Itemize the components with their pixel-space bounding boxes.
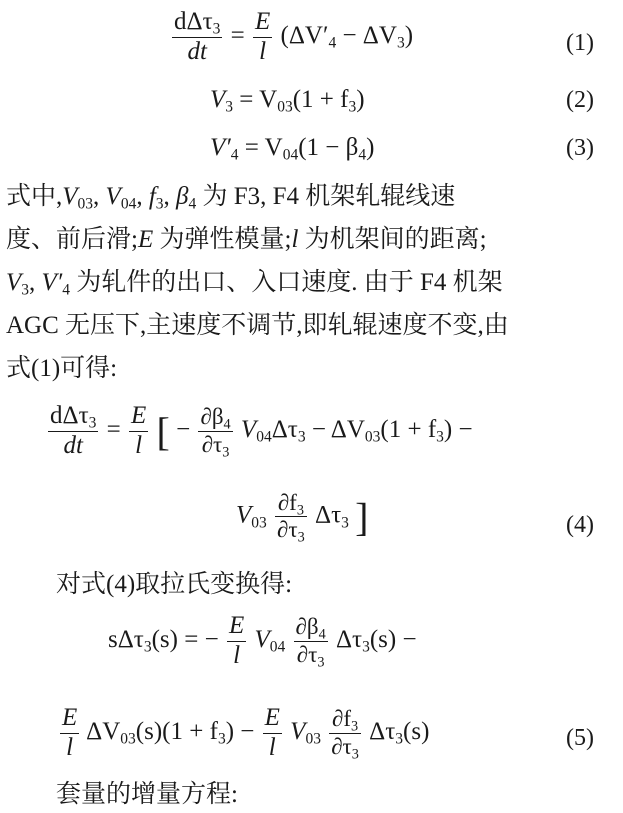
equation-4-line-1: $\frac{d\Delta\tau_3}{dt}$ = $\frac{E}{l}$ [ − $\frac{\partial\beta_4}{\partial\tau_3}$ $V_{04}\Delta\tau_3 - \Delta V_{03}(1 + f_3)$ − <box>50 402 473 461</box>
equation-1: $\frac{d\Delta\tau_3}{dt}$ = $\frac{E}{l}$ $(\Delta V'_4 - \Delta V_3)$ <box>174 8 414 65</box>
eq4-lhs-fraction: $\frac{d\Delta\tau_3}{dt}$ <box>50 402 97 459</box>
equation-3: $V'_4 = V_{04}(1 - \beta_4)$ <box>210 134 375 164</box>
equation-5-line-2: $\frac{E}{l}$ $\Delta V_{03}(s)(1 + f_3)$ − $\frac{E}{l}$ $V_{03}$ $\frac{\partial f_3}{\partial\tau_3}$ $\Delta\tau_3(s)$ <box>62 704 430 763</box>
equation-4-number: (4) <box>566 512 594 538</box>
equation-5-line-1: sΔτ$_3$(s) = − $\frac{E}{l}$ $V_{04}$ $\frac{\partial\beta_4}{\partial\tau_3}$ $\Delta\tau_3(s)$ − <box>108 612 417 671</box>
eq4-partial-beta-fraction: $\frac{\partial\beta_4}{\partial\tau_3}$ <box>200 404 231 461</box>
eq5-coef-fraction-2: $\frac{E}{l}$ <box>62 704 78 761</box>
paragraph-line-2: 度、前后滑;E 为弹性模量;l 为机架间的距离; <box>6 226 487 253</box>
equation-1-number: (1) <box>566 30 594 56</box>
eq4-partial-f-fraction: $\frac{\partial f_3}{\partial\tau_3}$ <box>277 490 305 546</box>
eq4-coef-fraction: $\frac{E}{l}$ <box>130 402 147 459</box>
paragraph-line-1: 式中$,V_{03}$, $V_{04}$, $f_3$, $\beta_4$ 为 F3, F4 机架轧辊线速 <box>6 183 456 213</box>
equation-4-line-2: $V_{03}$ $\frac{\partial f_3}{\partial\tau_3}$ $\Delta\tau_3$ ] <box>236 490 369 546</box>
eq5-coef-fraction-1: $\frac{E}{l}$ <box>228 612 245 669</box>
paragraph-line-5: 式(1)可得: <box>6 355 118 382</box>
eq1-lhs-fraction: $\frac{d\Delta\tau_3}{dt}$ <box>174 8 221 65</box>
eq5-coef-fraction-3: $\frac{E}{l}$ <box>264 704 280 761</box>
paragraph-line-4: AGC 无压下,主速度不调节,即轧辊速度不变,由 <box>6 312 509 339</box>
tension-intro: 套量的增量方程: <box>56 781 238 808</box>
equation-2: $V_3 = V_{03}(1 + f_3)$ <box>210 86 365 116</box>
eq5-partial-beta-fraction: $\frac{\partial\beta_4}{\partial\tau_3}$ <box>295 614 326 671</box>
equation-5-number: (5) <box>566 725 594 751</box>
equation-2-number: (2) <box>566 87 594 113</box>
laplace-intro: 对式(4)取拉氏变换得: <box>56 571 293 598</box>
eq5-partial-f-fraction: $\frac{\partial f_3}{\partial\tau_3}$ <box>331 706 359 763</box>
eq1-coef-fraction: $\frac{E}{l}$ <box>254 8 271 65</box>
paragraph-line-3: $V_3$, $V'_4$ 为轧件的出口、入口速度. 由于 F4 机架 <box>6 269 503 299</box>
equation-3-number: (3) <box>566 135 594 161</box>
